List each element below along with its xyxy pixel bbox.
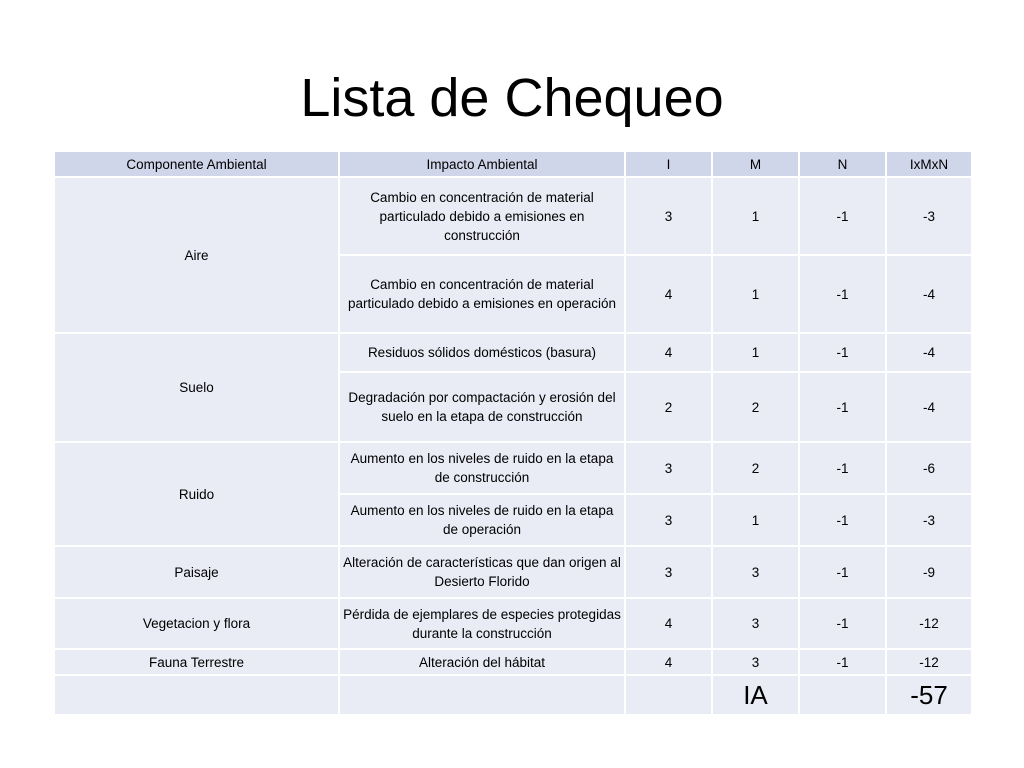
impacto-cell: Pérdida de ejemplares de especies protegidas durante la construcción [339, 598, 625, 649]
n-cell: -1 [799, 442, 886, 494]
componente-cell: Suelo [54, 333, 339, 442]
impacto-cell: Aumento en los niveles de ruido en la etapa de construcción [339, 442, 625, 494]
ixmxn-cell: -3 [886, 494, 972, 546]
m-cell: 2 [712, 442, 799, 494]
header-componente: Componente Ambiental [54, 151, 339, 177]
ixmxn-cell: -6 [886, 442, 972, 494]
table-row [54, 442, 972, 494]
i-cell: 3 [625, 177, 712, 255]
table-row [54, 546, 972, 598]
total-empty-cell [799, 675, 886, 715]
n-cell: -1 [799, 649, 886, 675]
impacto-cell: Cambio en concentración de material particulado debido a emisiones en operación [339, 255, 625, 333]
ixmxn-cell: -12 [886, 598, 972, 649]
n-cell: -1 [799, 372, 886, 442]
n-cell: -1 [799, 598, 886, 649]
header-n: N [799, 151, 886, 177]
componente-cell: Ruido [54, 442, 339, 546]
impacto-cell: Aumento en los niveles de ruido en la etapa de operación [339, 494, 625, 546]
ixmxn-cell: -3 [886, 177, 972, 255]
header-row [54, 151, 972, 177]
impacto-cell: Alteración del hábitat [339, 649, 625, 675]
m-cell: 3 [712, 598, 799, 649]
componente-cell: Vegetacion y flora [54, 598, 339, 649]
total-label: IA [712, 675, 799, 715]
n-cell: -1 [799, 333, 886, 372]
checklist-table [53, 150, 973, 716]
ixmxn-cell: -4 [886, 333, 972, 372]
total-empty-cell [339, 675, 625, 715]
m-cell: 3 [712, 546, 799, 598]
total-empty-cell [625, 675, 712, 715]
n-cell: -1 [799, 177, 886, 255]
total-row [54, 675, 972, 715]
ixmxn-cell: -12 [886, 649, 972, 675]
table-row [54, 333, 972, 372]
i-cell: 3 [625, 494, 712, 546]
header-m: M [712, 151, 799, 177]
m-cell: 1 [712, 494, 799, 546]
m-cell: 3 [712, 649, 799, 675]
ixmxn-cell: -4 [886, 372, 972, 442]
i-cell: 4 [625, 333, 712, 372]
i-cell: 4 [625, 649, 712, 675]
slide-title: Lista de Chequeo [300, 68, 724, 128]
componente-cell: Paisaje [54, 546, 339, 598]
header-ixmxn: IxMxN [886, 151, 972, 177]
i-cell: 4 [625, 598, 712, 649]
i-cell: 3 [625, 546, 712, 598]
table-row [54, 177, 972, 255]
m-cell: 1 [712, 177, 799, 255]
i-cell: 2 [625, 372, 712, 442]
n-cell: -1 [799, 494, 886, 546]
m-cell: 1 [712, 255, 799, 333]
header-i: I [625, 151, 712, 177]
m-cell: 2 [712, 372, 799, 442]
impacto-cell: Residuos sólidos domésticos (basura) [339, 333, 625, 372]
table-row [54, 649, 972, 675]
ixmxn-cell: -9 [886, 546, 972, 598]
impacto-cell: Alteración de características que dan origen al Desierto Florido [339, 546, 625, 598]
m-cell: 1 [712, 333, 799, 372]
componente-cell: Aire [54, 177, 339, 333]
total-empty-cell [54, 675, 339, 715]
header-impacto: Impacto Ambiental [339, 151, 625, 177]
table-row [54, 598, 972, 649]
ixmxn-cell: -4 [886, 255, 972, 333]
impacto-cell: Cambio en concentración de material particulado debido a emisiones en construcción [339, 177, 625, 255]
total-value: -57 [886, 675, 972, 715]
n-cell: -1 [799, 546, 886, 598]
i-cell: 3 [625, 442, 712, 494]
i-cell: 4 [625, 255, 712, 333]
impacto-cell: Degradación por compactación y erosión del suelo en la etapa de construcción [339, 372, 625, 442]
componente-cell: Fauna Terrestre [54, 649, 339, 675]
n-cell: -1 [799, 255, 886, 333]
